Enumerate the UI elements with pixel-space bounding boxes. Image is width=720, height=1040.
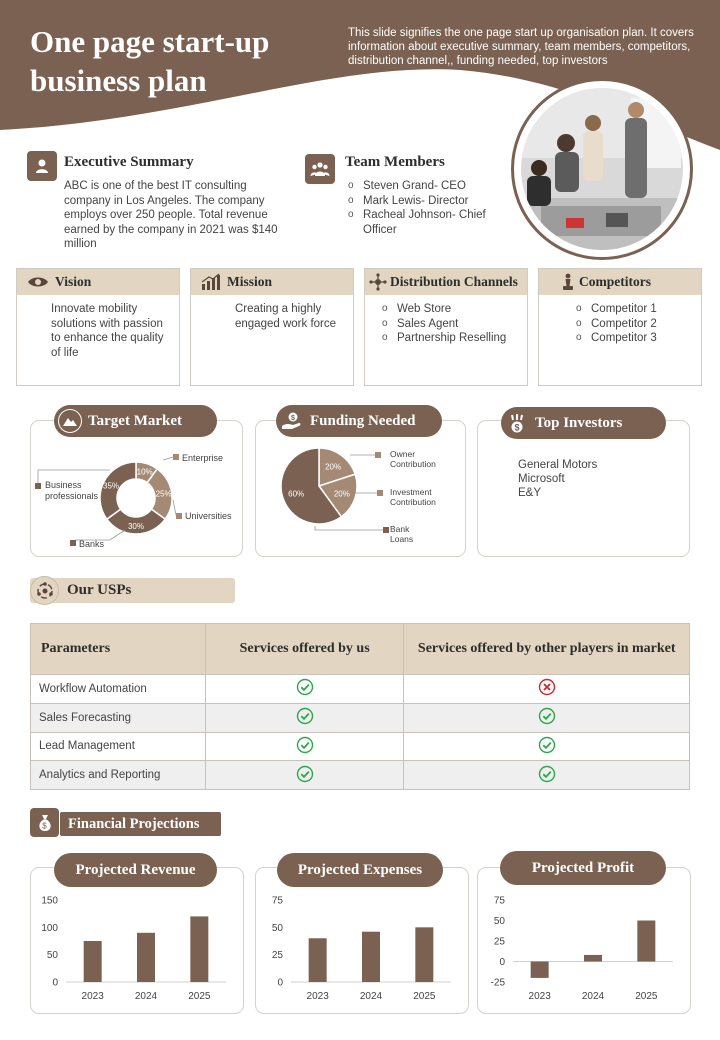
team-icon [305,154,335,184]
person-icon [27,151,57,181]
team-member: o Racheal Johnson- Chief Officer [345,208,505,237]
money-bag-hand-icon [280,409,304,433]
check-icon [404,732,690,761]
mountain-icon [58,409,82,433]
legend-enterprise: Enterprise [182,453,224,463]
x-tick-label: 2025 [413,991,436,1002]
competitors-title: Competitors [579,274,651,289]
executive-summary-title: Executive Summary [64,154,194,170]
revenue-title: Projected Revenue [54,853,217,887]
target-market-header [54,405,217,437]
header-description: This slide signifies the one page start up organisation plan. It covers information about executive summary, team members, competitors, distribution channel,, funding needed, top investors [348,27,694,67]
y-tick-label: 0 [277,977,283,989]
profit-chart [477,888,690,1006]
usp-parameter: Analytics and Reporting [31,761,206,790]
team-members-list [345,179,505,237]
legend-banks: Banks [79,539,105,549]
investors-list [518,458,597,500]
target-market-chart [30,440,243,557]
eye-icon [27,275,49,289]
executive-summary-text: ABC is one of the best IT consulting company in Los Angeles. The company employs over 250 people. Total revenue earned by the company in 2021 was $140 million [64,180,278,250]
check-icon [404,703,690,732]
pie-data-label: 60% [288,489,305,499]
competitors-list [539,295,701,346]
competitor-item: o Competitor 3 [573,331,691,346]
header-services-others: Services offered by other players in market [404,624,690,675]
bar [190,916,208,982]
investors-header [501,407,666,439]
usp-row [31,675,690,704]
expenses-chart [255,888,467,1006]
team-member: o Mark Lewis- Director [345,194,505,209]
bar [362,932,380,982]
check-icon [205,703,404,732]
x-tick-label: 2024 [359,991,383,1002]
pie-data-label: 10% [136,467,153,477]
distribution-item: o Partnership Reselling [379,331,517,346]
legend-owner-contribution: Owner Contribution [390,449,436,469]
x-tick-label: 2025 [188,991,211,1002]
competitor-item: o Competitor 1 [573,302,691,317]
pie-data-label: 35% [103,481,120,491]
y-tick-label: -25 [490,977,505,989]
vision-title: Vision [55,274,92,289]
usp-parameter: Sales Forecasting [31,703,206,732]
distribution-list [365,295,527,346]
mission-card [190,268,354,386]
network-icon [369,273,387,291]
revenue-chart [30,888,244,1006]
chess-piece-icon [561,273,575,291]
investor-item: E&Y [518,487,542,499]
distribution-item: o Web Store [379,302,517,317]
usp-parameter: Workflow Automation [31,675,206,704]
usps-title: Our USPs [67,582,132,598]
legend-investment-contribution: Investment Contribution [390,487,436,507]
usp-row [31,732,690,761]
legend-universities: Universities [185,511,232,521]
team-member: o Steven Grand- CEO [345,179,505,194]
y-tick-label: 50 [271,922,283,934]
competitors-card [538,268,702,386]
check-icon [205,675,404,704]
pie-data-label: 30% [127,522,145,531]
y-tick-label: 100 [41,922,58,934]
y-tick-label: 75 [493,895,505,907]
usp-table [30,623,690,790]
pie-data-label: 20% [333,489,350,499]
bar [84,941,102,982]
x-tick-label: 2024 [134,991,158,1002]
mission-text: Creating a highly engaged work force [235,303,337,330]
usp-parameter: Lead Management [31,732,206,761]
x-tick-label: 2024 [581,991,605,1002]
svg-text:$: $ [291,415,295,422]
investor-item: Microsoft [518,473,565,485]
distribution-title: Distribution Channels [390,274,518,289]
legend-business-professionals [45,480,99,501]
y-tick-label: 25 [271,950,283,962]
distribution-card [364,268,528,386]
team-meeting-photo [521,88,683,250]
usp-row [31,761,690,790]
bar [637,921,655,962]
header-parameters: Parameters [31,624,206,675]
funding-header [276,405,442,437]
y-tick-label: 50 [46,950,58,962]
x-tick-label: 2025 [635,991,658,1002]
svg-text:$: $ [514,422,520,433]
y-tick-label: 50 [493,916,505,927]
check-icon [205,761,404,790]
x-tick-label: 2023 [81,991,104,1002]
pie-slice [100,462,136,519]
y-tick-label: 25 [493,936,505,948]
legend-bp-line1: Business [45,480,82,490]
funding-title: Funding Needed [310,412,416,429]
bar [584,955,602,962]
target-market-title: Target Market [88,412,182,429]
y-tick-label: 75 [271,895,283,907]
y-tick-label: 150 [41,895,58,907]
vision-text: Innovate mobility solutions with passion to enhance the quality of life [51,303,164,359]
x-tick-label: 2023 [528,991,551,1002]
investor-item: General Motors [518,459,598,471]
funding-chart [255,440,466,557]
bar [137,933,155,982]
check-icon [205,732,404,761]
distribution-item: o Sales Agent [379,317,517,332]
usp-header-row [31,624,690,675]
expenses-title: Projected Expenses [277,853,443,887]
svg-text:$: $ [41,821,47,830]
check-icon [404,761,690,790]
page-title: One page start-up business plan [30,24,270,98]
bar [309,938,327,982]
team-members-title: Team Members [345,154,445,170]
money-bag-icon [30,808,59,837]
x-tick-label: 2023 [306,991,329,1002]
header-services-us: Services offered by us [205,624,404,675]
mission-title: Mission [227,274,273,289]
usps-header-bar [30,578,235,603]
legend-bp-line2: professionals [45,491,99,501]
bar [531,962,549,978]
financial-title: Financial Projections [60,812,221,836]
vision-card [16,268,180,386]
competitor-item: o Competitor 2 [573,317,691,332]
growth-chart-icon [201,273,221,291]
profit-title: Projected Profit [500,851,666,885]
cross-icon [404,675,690,704]
bar [415,927,433,982]
cycle-icon [30,576,59,605]
investor-money-icon [505,411,529,435]
investors-title: Top Investors [535,414,623,431]
pie-data-label: 20% [325,462,342,472]
y-tick-label: 0 [499,957,505,968]
legend-bank-loans: Bank Loans [390,524,414,544]
y-tick-label: 0 [52,977,58,989]
pie-data-label: 25% [155,489,172,499]
usp-row [31,703,690,732]
